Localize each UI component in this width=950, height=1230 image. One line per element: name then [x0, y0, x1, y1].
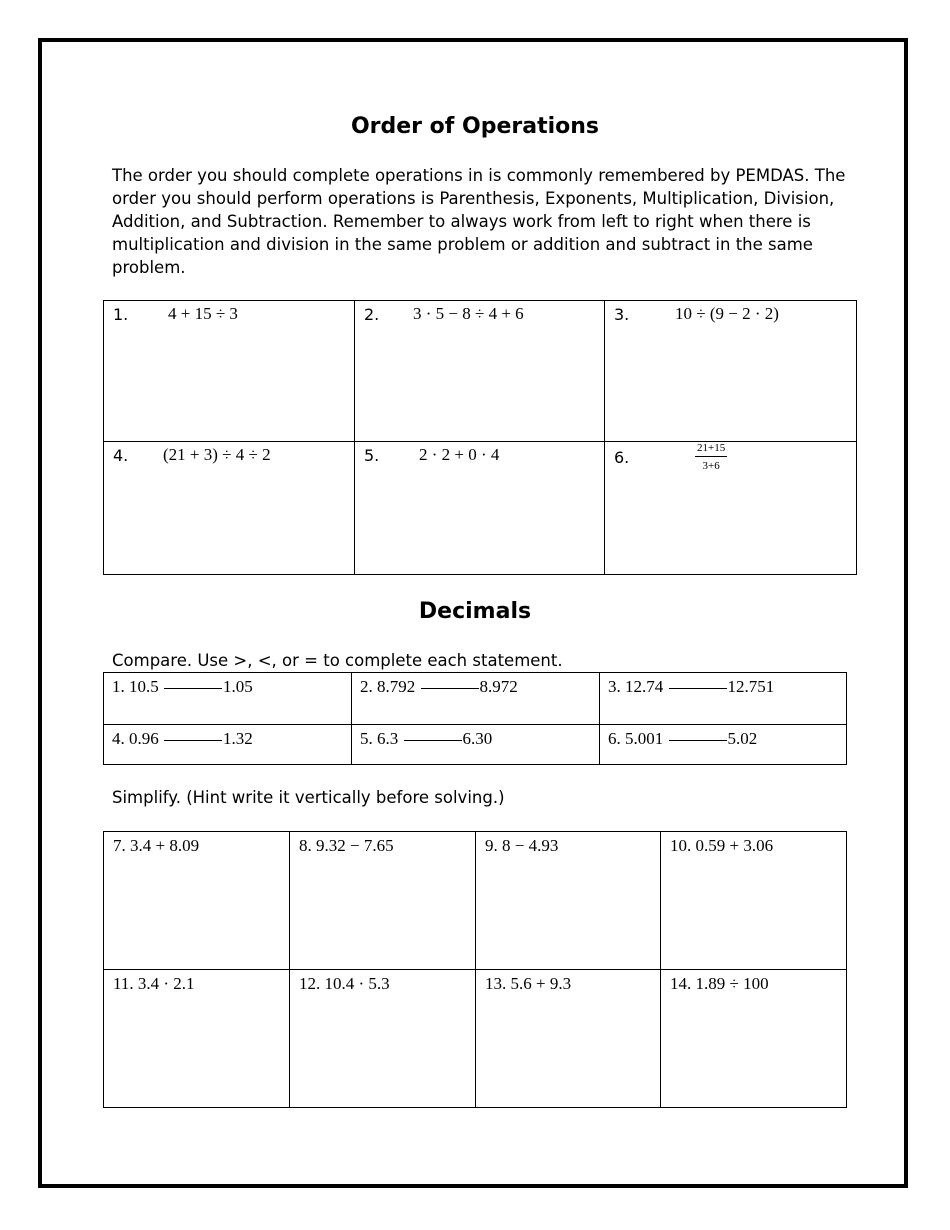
compare-left: 5. 6.3 [360, 729, 399, 748]
problem-number: 2. [364, 305, 380, 324]
simplify-instruction: Simplify. (Hint write it vertically before solving.) [112, 788, 505, 807]
simplify-cell-8[interactable] [290, 832, 476, 970]
compare-cell-1[interactable] [104, 673, 352, 725]
simplify-expression: 7. 3.4 + 8.09 [113, 836, 200, 855]
compare-left: 3. 12.74 [608, 677, 664, 696]
simplify-expression: 10. 0.59 + 3.06 [670, 836, 774, 855]
decimals-title: Decimals [418, 599, 532, 624]
problem-cell-1[interactable] [104, 301, 355, 442]
problem-cell-6[interactable] [605, 442, 857, 575]
order-of-operations-title: Order of Operations [350, 114, 600, 139]
problem-expression: 10 ÷ (9 − 2 · 2) [675, 304, 779, 323]
fraction-denominator: 3+6 [702, 460, 720, 472]
simplify-cell-13[interactable] [476, 970, 661, 1108]
order-of-operations-grid [103, 300, 857, 575]
intro-paragraph: The order you should complete operations in is commonly remembered by PEMDAS. The order you should perform operations is Parenthesis, Exponents, Multiplication, Division, Addition, and Subtraction. Remember to always work from left to right when there is multiplication and division in the same problem or addition and subtract in the same problem. [112, 166, 846, 277]
simplify-cell-10[interactable] [661, 832, 847, 970]
problem-expression: 3 · 5 − 8 ÷ 4 + 6 [413, 304, 524, 323]
problem-expression: (21 + 3) ÷ 4 ÷ 2 [163, 445, 271, 464]
problem-number: 4. [113, 446, 129, 465]
compare-right: 1.05 [223, 677, 253, 696]
fraction-numerator: 21+15 [695, 442, 727, 457]
compare-cell-4[interactable] [104, 725, 352, 765]
answer-blank[interactable] [669, 688, 727, 689]
simplify-cell-11[interactable] [104, 970, 290, 1108]
problem-cell-2[interactable] [355, 301, 605, 442]
answer-blank[interactable] [404, 740, 462, 741]
compare-left: 2. 8.792 [360, 677, 416, 696]
answer-blank[interactable] [669, 740, 727, 741]
problem-cell-5[interactable] [355, 442, 605, 575]
simplify-cell-7[interactable] [104, 832, 290, 970]
answer-blank[interactable] [164, 688, 222, 689]
answer-blank[interactable] [421, 688, 479, 689]
compare-cell-6[interactable] [600, 725, 847, 765]
simplify-expression: 13. 5.6 + 9.3 [485, 974, 572, 993]
simplify-cell-9[interactable] [476, 832, 661, 970]
problem-number: 1. [113, 305, 129, 324]
problem-cell-4[interactable] [104, 442, 355, 575]
simplify-cell-14[interactable] [661, 970, 847, 1108]
compare-right: 5.02 [727, 729, 758, 748]
problem-number: 3. [614, 305, 630, 324]
compare-grid [103, 672, 847, 765]
simplify-expression: 11. 3.4 · 2.1 [113, 974, 195, 993]
problem-cell-3[interactable] [605, 301, 857, 442]
simplify-expression: 9. 8 − 4.93 [485, 836, 559, 855]
compare-right: 1.32 [223, 729, 253, 748]
problem-number: 6. [614, 448, 630, 467]
compare-cell-5[interactable] [352, 725, 600, 765]
answer-blank[interactable] [164, 740, 222, 741]
compare-cell-3[interactable] [600, 673, 847, 725]
problem-expression: 4 + 15 ÷ 3 [168, 304, 238, 323]
compare-cell-2[interactable] [352, 673, 600, 725]
simplify-grid [103, 831, 847, 1108]
problem-number: 5. [364, 446, 380, 465]
simplify-cell-12[interactable] [290, 970, 476, 1108]
compare-right: 12.751 [727, 677, 775, 696]
compare-right: 6.30 [462, 729, 493, 748]
compare-left: 6. 5.001 [608, 729, 664, 748]
simplify-expression: 14. 1.89 ÷ 100 [670, 974, 769, 993]
compare-right: 8.972 [479, 677, 518, 696]
compare-left: 4. 0.96 [112, 729, 159, 748]
simplify-expression: 8. 9.32 − 7.65 [299, 836, 394, 855]
simplify-expression: 12. 10.4 · 5.3 [299, 974, 390, 993]
compare-left: 1. 10.5 [112, 677, 159, 696]
compare-instruction: Compare. Use >, <, or = to complete each statement. [112, 651, 563, 670]
fraction [695, 442, 727, 472]
problem-expression: 2 · 2 + 0 · 4 [419, 445, 500, 464]
